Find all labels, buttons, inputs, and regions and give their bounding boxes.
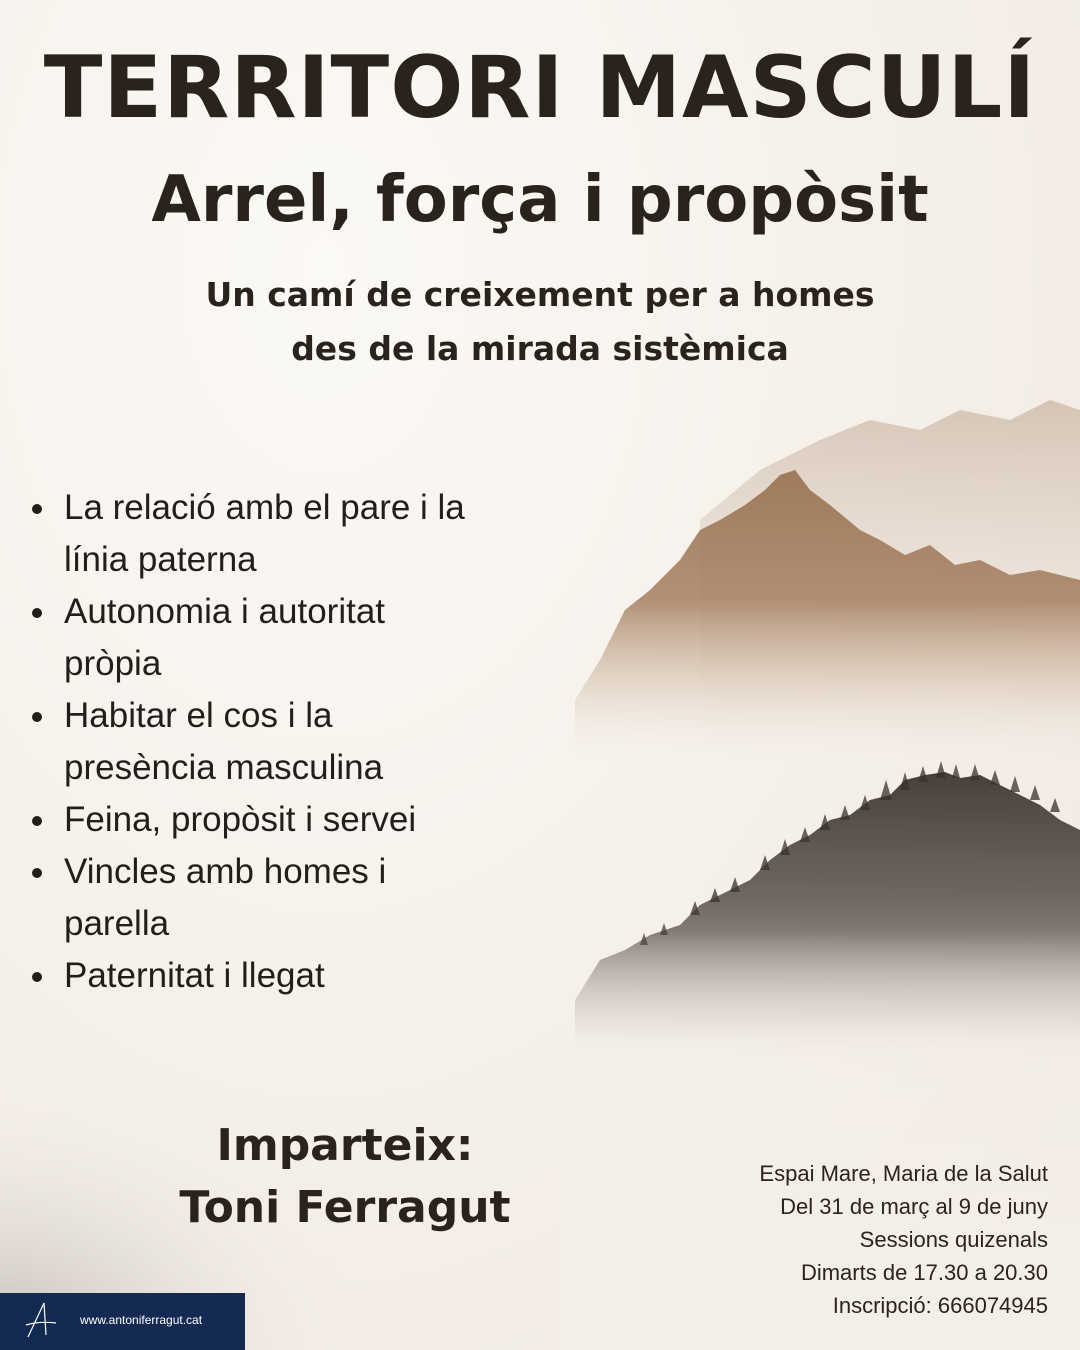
- website-link[interactable]: www.antoniferragut.cat: [80, 1313, 203, 1327]
- topic-item: [26, 950, 566, 1002]
- topic-line: presència masculina: [64, 748, 384, 787]
- topic-item: [26, 846, 566, 950]
- event-details: [578, 1157, 1048, 1322]
- topic-item: [26, 794, 566, 846]
- signature-logo-icon: [24, 1299, 58, 1343]
- bullet-icon: [32, 608, 42, 618]
- tagline-line: des de la mirada sistèmica: [291, 329, 789, 368]
- detail-location: Espai Mare, Maria de la Salut: [759, 1161, 1048, 1186]
- topic-line: Habitar el cos i la: [64, 696, 333, 735]
- topic-line: pròpia: [64, 644, 162, 683]
- topic-line: La relació amb el pare i la: [64, 488, 465, 527]
- detail-frequency: Sessions quizenals: [859, 1227, 1048, 1252]
- brand-bar[interactable]: [0, 1293, 245, 1350]
- topic-line: parella: [64, 904, 170, 943]
- topic-item: [26, 586, 566, 690]
- detail-dates: Del 31 de març al 9 de juny: [780, 1194, 1048, 1219]
- topic-line: Vincles amb homes i: [64, 852, 387, 891]
- bullet-icon: [32, 868, 42, 878]
- topic-line: línia paterna: [64, 540, 257, 579]
- teacher-label: Imparteix:: [216, 1120, 474, 1171]
- topic-line: Feina, propòsit i servei: [64, 800, 417, 839]
- poster-title: TERRITORI MASCULÍ: [43, 38, 1037, 138]
- poster-subtitle: Arrel, força i propòsit: [151, 163, 929, 237]
- bullet-icon: [32, 504, 42, 514]
- tagline-line: Un camí de creixement per a homes: [205, 275, 875, 314]
- topic-item: [26, 690, 566, 794]
- teacher-block: [140, 1115, 550, 1239]
- topic-item: [26, 482, 566, 586]
- bullet-icon: [32, 712, 42, 722]
- bullet-icon: [32, 972, 42, 982]
- teacher-name: Toni Ferragut: [179, 1182, 511, 1233]
- bullet-icon: [32, 816, 42, 826]
- topic-line: Paternitat i llegat: [64, 956, 325, 995]
- detail-schedule: Dimarts de 17.30 a 20.30: [800, 1260, 1048, 1285]
- topics-list: [26, 482, 566, 1002]
- detail-registration: Inscripció: 666074945: [832, 1293, 1048, 1318]
- topic-line: Autonomia i autoritat: [64, 592, 386, 631]
- poster-tagline: [0, 268, 1080, 376]
